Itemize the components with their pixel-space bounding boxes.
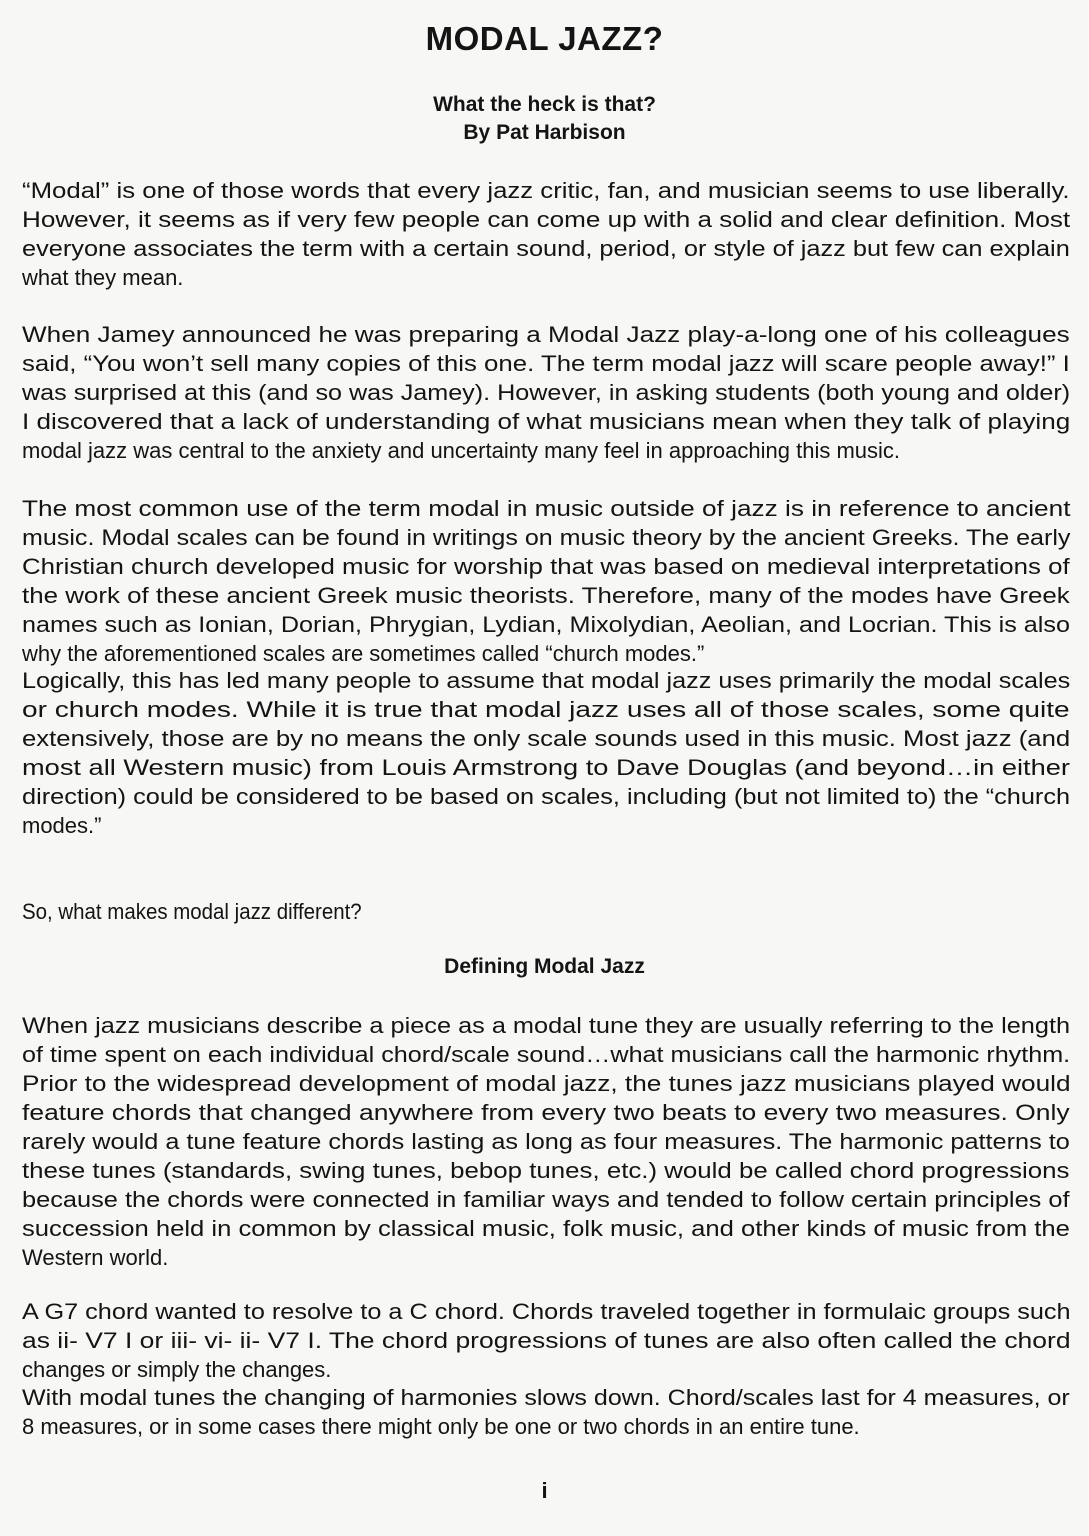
text-line-content: Logically, this has led many people to assume that modal jazz uses primarily the modal scales [22,668,1071,693]
text-line-content: “Modal” is one of those words that every jazz critic, fan, and musician seems to use liberally. [22,178,1070,203]
text-line [22,320,1070,349]
text-line-content: When jazz musicians describe a piece as a modal tune they are usually referring to the length [22,1013,1071,1038]
paragraph [22,1011,1070,1272]
text-line [22,666,1070,695]
text-line-content: modal jazz was central to the anxiety and uncertainty many feel in approaching this music. [22,438,901,463]
text-line-content: as ii- V7 I or iii- vi- ii- V7 I. The chord progressions of tunes are also often called the chord [22,1328,1071,1353]
text-line-content: what they mean. [22,265,184,290]
text-line [22,263,1070,292]
text-line [22,523,1070,552]
text-line [22,1326,1070,1355]
page-number: i [541,1478,548,1503]
text-line [22,639,1070,668]
text-line [22,724,1070,753]
text-line [22,436,1070,465]
text-line [22,1011,1070,1040]
text-line-content: or church modes. While it is true that modal jazz uses all of those scales, some quite [22,697,1070,722]
paragraph [22,494,1070,668]
text-line [22,1214,1070,1243]
text-line [22,1243,1070,1272]
text-line-content: Western world. [22,1245,169,1270]
paragraph [22,320,1070,465]
text-line [22,205,1070,234]
text-line-content: Christian church developed music for worship that was based on medieval interpretations of [22,554,1070,579]
text-line-content: succession held in common by classical music, folk music, and other kinds of music from the [22,1216,1070,1241]
section-heading: Defining Modal Jazz [444,955,645,978]
text-line-content: Prior to the widespread development of modal jazz, the tunes jazz musicians played would [22,1071,1071,1096]
text-line [22,1412,1070,1441]
paragraph [22,176,1070,292]
text-line-content: extensively, those are by no means the only scale sounds used in this music. Most jazz (and [22,726,1071,751]
text-line [22,407,1070,436]
text-line-content: most all Western music) from Louis Armstrong to Dave Douglas (and beyond…in either [22,755,1070,780]
text-line [22,1069,1070,1098]
text-line [22,1185,1070,1214]
text-line [22,1098,1070,1127]
question-line [22,897,1070,926]
text-line-content: However, it seems as if very few people can come up with a solid and clear definition. Most [22,207,1071,232]
text-line-content: I discovered that a lack of understanding of what musicians mean when they talk of playing [22,409,1071,434]
text-line [22,552,1070,581]
text-line [22,234,1070,263]
text-line-content: rarely would a tune feature chords lasting as long as four measures. The harmonic patterns to [22,1129,1070,1154]
text-line-content: With modal tunes the changing of harmonies slows down. Chord/scales last for 4 measures, or [22,1385,1070,1410]
paragraph [22,1297,1070,1384]
text-line [22,349,1070,378]
text-line-content: because the chords were connected in familiar ways and tended to follow certain principles of [22,1187,1070,1212]
text-line [22,1156,1070,1185]
text-line-content: So, what makes modal jazz different? [22,899,362,924]
text-line [22,1297,1070,1326]
text-line [22,782,1070,811]
text-line-content: was surprised at this (and so was Jamey). However, in asking students (both young and older) [22,380,1071,405]
text-line [22,1383,1070,1412]
paragraph [22,1383,1070,1441]
text-line-content: why the aforementioned scales are sometimes called “church modes.” [22,641,705,666]
subtitle: What the heck is that? [433,93,656,116]
text-line [22,897,1070,926]
text-line-content: A G7 chord wanted to resolve to a C chord. Chords traveled together in formulaic groups such [22,1299,1071,1324]
byline: By Pat Harbison [463,121,626,144]
paragraph [22,666,1070,840]
text-line-content: these tunes (standards, swing tunes, bebop tunes, etc.) would be called chord progressions [22,1158,1070,1183]
text-line-content: said, “You won’t sell many copies of this one. The term modal jazz will scare people away!” I [22,351,1070,376]
text-line [22,753,1070,782]
text-line-content: The most common use of the term modal in music outside of jazz is in reference to ancient [22,496,1071,521]
text-line [22,811,1070,840]
text-line [22,610,1070,639]
text-line [22,378,1070,407]
text-line [22,1040,1070,1069]
text-line [22,176,1070,205]
text-line-content: the work of these ancient Greek music theorists. Therefore, many of the modes have Greek [22,583,1070,608]
text-line [22,1355,1070,1384]
page-title: MODAL JAZZ? [425,20,664,57]
text-line [22,494,1070,523]
text-line-content: music. Modal scales can be found in writings on music theory by the ancient Greeks. The early [22,525,1071,550]
text-line-content: names such as Ionian, Dorian, Phrygian, Lydian, Mixolydian, Aeolian, and Locrian. This is also [22,612,1070,637]
text-line [22,1127,1070,1156]
text-line [22,695,1070,724]
text-line-content: feature chords that changed anywhere from every two beats to every two measures. Only [22,1100,1070,1125]
text-line-content: changes or simply the changes. [22,1357,332,1382]
text-line-content: everyone associates the term with a certain sound, period, or style of jazz but few can explain [22,236,1070,261]
text-line-content: of time spent on each individual chord/scale sound…what musicians call the harmonic rhythm. [22,1042,1071,1067]
text-line-content: When Jamey announced he was preparing a Modal Jazz play-a-long one of his colleagues [22,322,1070,347]
text-line-content: direction) could be considered to be based on scales, including (but not limited to) the “church [22,784,1071,809]
text-line-content: modes.” [22,813,102,838]
text-line [22,581,1070,610]
text-line-content: 8 measures, or in some cases there might only be one or two chords in an entire tune. [22,1414,860,1439]
